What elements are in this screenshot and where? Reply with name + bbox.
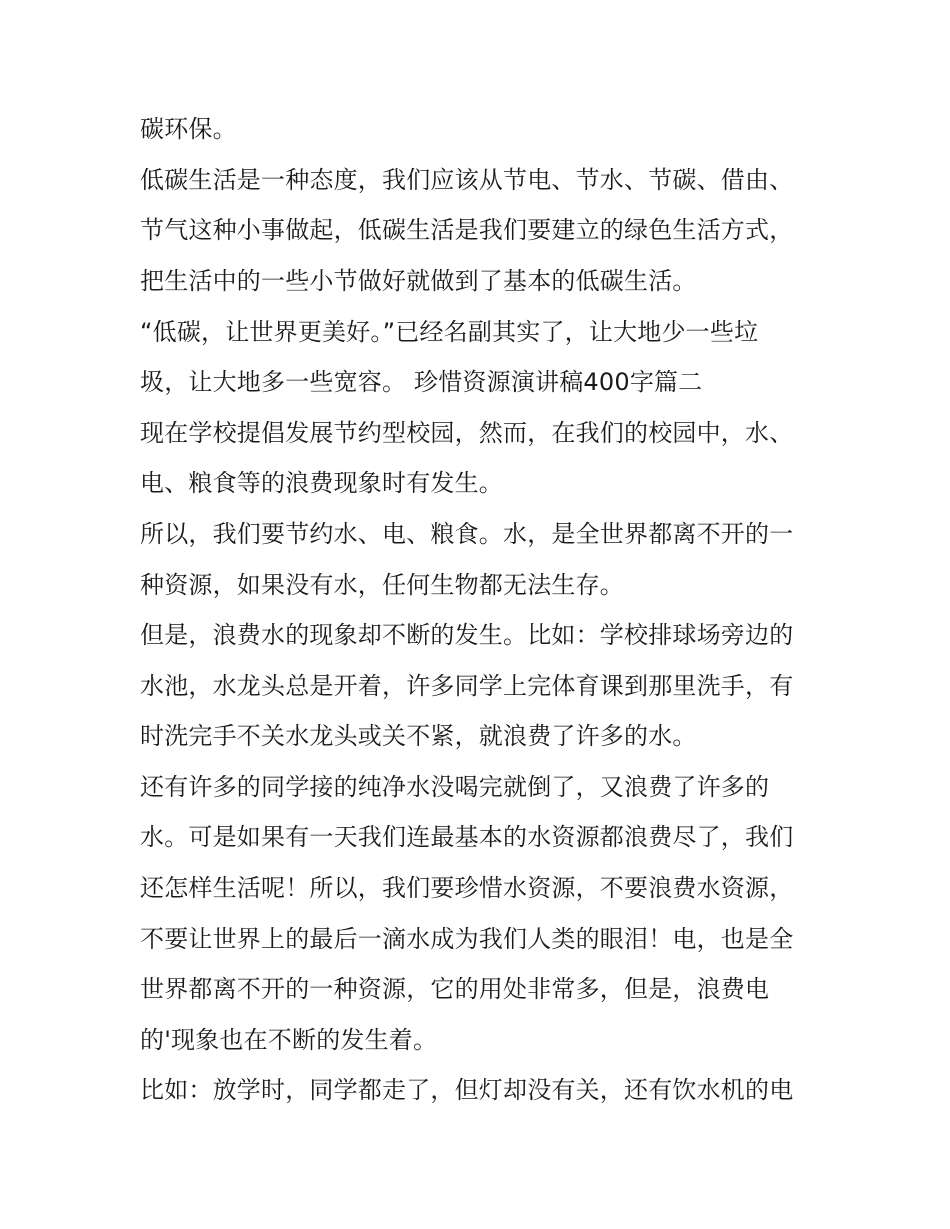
text-line: 现在学校提倡发展节约型校园，然而，在我们的校园中，水、 (140, 419, 794, 447)
text-line: 碳环保。 (140, 115, 237, 143)
text-line: 节气这种小事做起，低碳生活是我们要建立的绿色生活方式， (140, 216, 794, 244)
text-line: 还有许多的同学接的纯净水没喝完就倒了，又浪费了许多的 (140, 773, 770, 801)
text-line: 电、粮食等的浪费现象时有发生。 (140, 469, 503, 497)
text-line: 所以，我们要节约水、电、粮食。水，是全世界都离不开的一 (140, 520, 794, 548)
text-line: 时洗完手不关水龙头或关不紧，就浪费了许多的水。 (140, 722, 697, 750)
text-line: 圾，让大地多一些宽容。 珍惜资源演讲稿400字篇二 (140, 368, 703, 396)
text-line: 世界都离不开的一种资源，它的用处非常多，但是，浪费电 (140, 975, 770, 1003)
text-line: 还怎样生活呢！所以，我们要珍惜水资源，不要浪费水资源， (140, 874, 794, 902)
text-line: “低碳，让世界更美好。”已经名副其实了，让大地少一些垃 (140, 318, 759, 346)
text-line: 水。可是如果有一天我们连最基本的水资源都浪费尽了，我们 (140, 823, 794, 851)
text-line: 比如：放学时，同学都走了，但灯却没有关，还有饮水机的电 (140, 1076, 794, 1104)
text-line: 低碳生活是一种态度，我们应该从节电、节水、节碳、借由、 (140, 166, 794, 194)
text-line: 把生活中的一些小节做好就做到了基本的低碳生活。 (140, 267, 697, 295)
text-line: 的'现象也在不断的发生着。 (140, 1026, 438, 1054)
text-line: 但是，浪费水的现象却不断的发生。比如：学校排球场旁边的 (140, 621, 794, 649)
text-line: 种资源，如果没有水，任何生物都无法生存。 (140, 571, 624, 599)
text-line: 不要让世界上的最后一滴水成为我们人类的眼泪！电，也是全 (140, 925, 794, 953)
text-line: 水池，水龙头总是开着，许多同学上完体育课到那里洗手，有 (140, 672, 794, 700)
